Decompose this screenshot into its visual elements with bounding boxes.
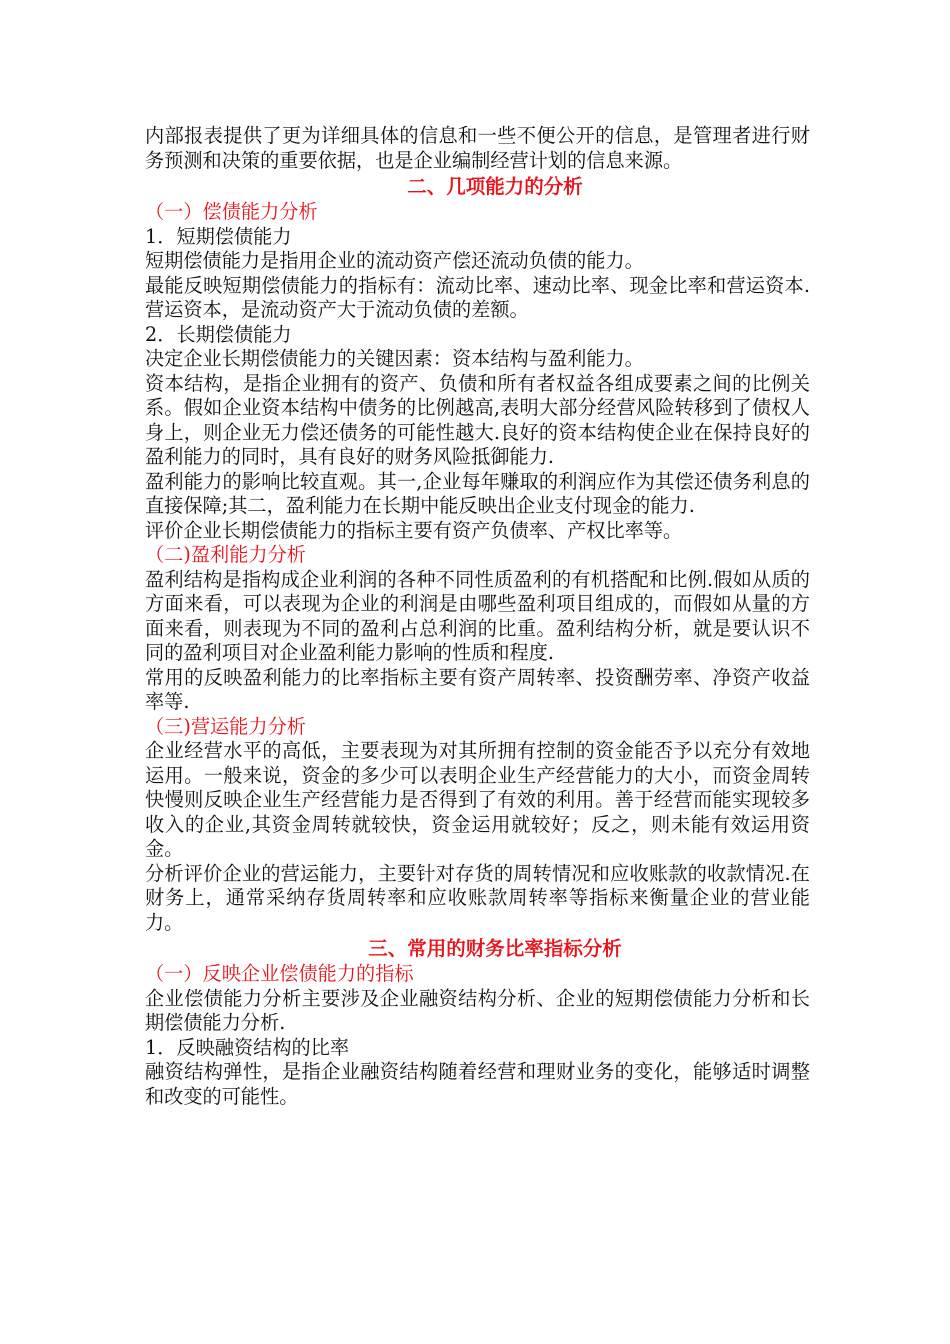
subsection-solvency-heading: （一）偿债能力分析 [145, 200, 318, 223]
subsection-profitability-heading: （二)盈利能力分析 [145, 543, 306, 566]
long-term-solvency-heading: 2．长期偿债能力 [145, 322, 292, 346]
paragraph: 评价企业长期偿债能力的指标主要有资产负债率、产权比率等。 [145, 518, 683, 542]
paragraph: 短期偿债能力是指用企业的流动资产偿还流动负债的能力。 [145, 249, 644, 272]
paragraph: 盈利能力的影响比较直观。其一,企业每年赚取的利润应作为其偿还债务利息的直接保障;其二，盈利能力在长期中能反映出企业支付现金的能力. [145, 469, 810, 517]
paragraph: 企业经营水平的高低，主要表现为对其所拥有控制的资金能否予以充分有效地运用。一般来说，资金的多少可以表明企业生产经营能力的大小，而资金周转快慢则反映企业生产经营能力是否得到了有效的利用。善于经营而能实现较多收入的企业,其资金周转就较快，资金运用就较好；反之，则未能有效运用资金。 [145, 739, 810, 860]
paragraph: 融资结构弹性，是指企业融资结构随着经营和理财业务的变化，能够适时调整和改变的可能性。 [145, 1060, 810, 1108]
paragraph: 资本结构，是指企业拥有的资产、负债和所有者权益各组成要素之间的比例关系。假如企业资本结构中债务的比例越高,表明大部分经营风险转移到了债权人身上，则企业无力偿还债务的可能性越大.良好的资本结构使企业在保持良好的盈利能力的同时，具有良好的财务风险抵御能力. [145, 371, 810, 468]
financing-structure-ratio-heading: 1．反映融资结构的比率 [145, 1035, 350, 1059]
paragraph: 企业偿债能力分析主要涉及企业融资结构分析、企业的短期偿债能力分析和长期偿债能力分析. [145, 986, 810, 1034]
document-page [145, 124, 810, 1109]
paragraph: 分析评价企业的营运能力，主要针对存货的周转情况和应收账款的收款情况.在财务上，通常采纳存货周转率和应收账款周转率等指标来衡量企业的营业能力。 [145, 861, 810, 934]
paragraph: 决定企业长期偿债能力的关键因素：资本结构与盈利能力。 [145, 347, 644, 370]
section-3-heading: 三、常用的财务比率指标分析 [368, 937, 622, 960]
paragraph: 最能反映短期偿债能力的指标有：流动比率、速动比率、现金比率和营运资本.营运资本，是流动资产大于流动负债的差额。 [145, 273, 810, 321]
section-2-heading: 二、几项能力的分析 [407, 175, 583, 198]
intro-paragraph: 内部报表提供了更为详细具体的信息和一些不便公开的信息，是管理者进行财务预测和决策的重要依据，也是企业编制经营计划的信息来源。 [145, 124, 810, 172]
short-term-solvency-heading: 1．短期偿债能力 [145, 224, 292, 248]
subsection-operating-heading: （三)营运能力分析 [145, 714, 306, 738]
paragraph: 盈利结构是指构成企业利润的各种不同性质盈利的有机搭配和比例.假如从质的方面来看，可以表现为企业的利润是由哪些盈利项目组成的，而假如从量的方面来看，则表现为不同的盈利占总利润的比重。盈利结构分析，就是要认识不同的盈利项目对企业盈利能力影响的性质和程度. [145, 567, 810, 664]
subsection-solvency-indicators-heading: （一）反映企业偿债能力的指标 [145, 962, 414, 985]
paragraph: 常用的反映盈利能力的比率指标主要有资产周转率、投资酬劳率、净资产收益率等. [145, 665, 810, 713]
